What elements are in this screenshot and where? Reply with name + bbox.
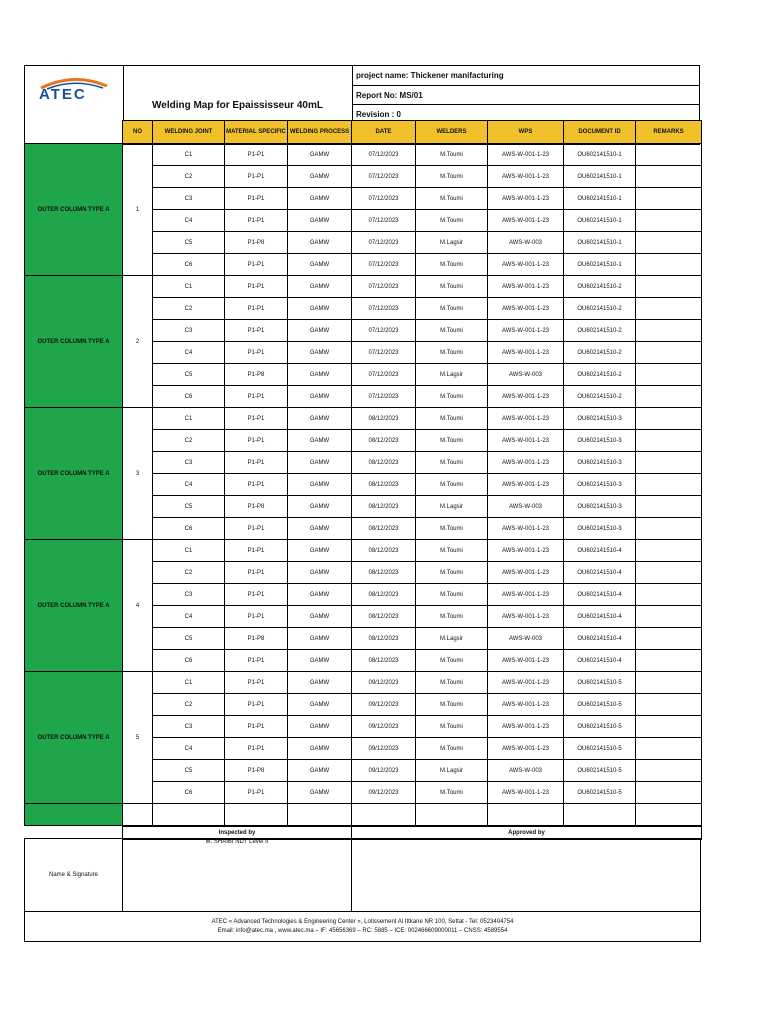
cell-document-id: OU602141510-5 xyxy=(564,760,636,782)
cell-remarks xyxy=(636,452,702,474)
cell-document-id: OU602141510-1 xyxy=(564,166,636,188)
empty-cell xyxy=(636,804,702,826)
cell-remarks xyxy=(636,650,702,672)
cell-welder: M.Toumi xyxy=(416,672,488,694)
cell-document-id: OU602141510-4 xyxy=(564,540,636,562)
cell-date: 08/12/2023 xyxy=(352,650,416,672)
cell-date: 09/12/2023 xyxy=(352,782,416,804)
empty-row xyxy=(25,804,702,826)
revision: Revision : 0 xyxy=(352,105,699,124)
cell-wps: AWS-W-001-1-23 xyxy=(488,562,564,584)
cell-welding-process: GAMW xyxy=(288,144,352,166)
cell-document-id: OU602141510-1 xyxy=(564,188,636,210)
cell-material-specific: P1-P1 xyxy=(225,716,288,738)
cell-remarks xyxy=(636,188,702,210)
cell-material-specific: P1-P1 xyxy=(225,254,288,276)
cell-remarks xyxy=(636,562,702,584)
cell-material-specific: P1-P8 xyxy=(225,628,288,650)
empty-cell xyxy=(488,804,564,826)
empty-cell xyxy=(416,804,488,826)
cell-date: 08/12/2023 xyxy=(352,540,416,562)
cell-date: 08/12/2023 xyxy=(352,606,416,628)
cell-remarks xyxy=(636,210,702,232)
empty-cell xyxy=(288,804,352,826)
cell-welder: M.Toumi xyxy=(416,386,488,408)
cell-material-specific: P1-P1 xyxy=(225,320,288,342)
cell-wps: AWS-W-001-1-23 xyxy=(488,584,564,606)
document-title: Welding Map for Epaississeur 40mL xyxy=(123,66,353,144)
cell-wps: AWS-W-001-1-23 xyxy=(488,452,564,474)
cell-document-id: OU602141510-5 xyxy=(564,738,636,760)
cell-welder: M.Lagsir xyxy=(416,760,488,782)
cell-welding-joint: C1 xyxy=(153,144,225,166)
cell-remarks xyxy=(636,166,702,188)
cell-material-specific: P1-P1 xyxy=(225,672,288,694)
cell-document-id: OU602141510-3 xyxy=(564,518,636,540)
cell-welding-process: GAMW xyxy=(288,518,352,540)
cell-welding-process: GAMW xyxy=(288,210,352,232)
cell-welding-process: GAMW xyxy=(288,452,352,474)
cell-document-id: OU602141510-3 xyxy=(564,452,636,474)
cell-welding-process: GAMW xyxy=(288,584,352,606)
empty-cell xyxy=(153,804,225,826)
cell-welding-process: GAMW xyxy=(288,254,352,276)
cell-welding-joint: C3 xyxy=(153,320,225,342)
cell-welding-joint: C4 xyxy=(153,606,225,628)
cell-welder: M.Toumi xyxy=(416,166,488,188)
cell-wps: AWS-W-001-1-23 xyxy=(488,672,564,694)
group-number: 2 xyxy=(123,276,153,408)
empty-cell xyxy=(352,804,416,826)
cell-wps: AWS-W-003 xyxy=(488,760,564,782)
cell-welding-joint: C4 xyxy=(153,342,225,364)
cell-document-id: OU602141510-2 xyxy=(564,276,636,298)
cell-welding-joint: C5 xyxy=(153,496,225,518)
cell-welding-process: GAMW xyxy=(288,408,352,430)
cell-date: 08/12/2023 xyxy=(352,496,416,518)
cell-material-specific: P1-P8 xyxy=(225,364,288,386)
cell-remarks xyxy=(636,716,702,738)
cell-wps: AWS-W-001-1-23 xyxy=(488,540,564,562)
cell-welding-process: GAMW xyxy=(288,364,352,386)
cell-material-specific: P1-P1 xyxy=(225,452,288,474)
cell-remarks xyxy=(636,276,702,298)
cell-date: 08/12/2023 xyxy=(352,628,416,650)
cell-wps: AWS-W-003 xyxy=(488,628,564,650)
cell-date: 09/12/2023 xyxy=(352,694,416,716)
cell-document-id: OU602141510-5 xyxy=(564,716,636,738)
cell-material-specific: P1-P1 xyxy=(225,738,288,760)
cell-date: 09/12/2023 xyxy=(352,738,416,760)
cell-welder: M.Toumi xyxy=(416,782,488,804)
cell-material-specific: P1-P1 xyxy=(225,166,288,188)
cell-document-id: OU602141510-1 xyxy=(564,254,636,276)
cell-wps: AWS-W-001-1-23 xyxy=(488,606,564,628)
cell-welder: M.Toumi xyxy=(416,474,488,496)
cell-welding-process: GAMW xyxy=(288,782,352,804)
cell-welder: M.Toumi xyxy=(416,320,488,342)
cell-wps: AWS-W-001-1-23 xyxy=(488,210,564,232)
table-row xyxy=(25,144,702,166)
footer-contact: Email: info@atec.ma , www.atec.ma – IF: 45656369 – RC: 5885 – ICE: 002466609000011 – CNSS: 4589554 xyxy=(217,927,508,934)
group-label: OUTER COLUMN TYPE A xyxy=(25,144,123,276)
cell-remarks xyxy=(636,474,702,496)
cell-welding-process: GAMW xyxy=(288,606,352,628)
cell-welder: M.Toumi xyxy=(416,408,488,430)
cell-welding-joint: C6 xyxy=(153,386,225,408)
table-row xyxy=(25,672,702,694)
cell-welding-joint: C2 xyxy=(153,298,225,320)
group-number: 1 xyxy=(123,144,153,276)
cell-welding-joint: C6 xyxy=(153,650,225,672)
empty-cell xyxy=(123,804,153,826)
cell-welder: M.Toumi xyxy=(416,188,488,210)
cell-wps: AWS-W-001-1-23 xyxy=(488,320,564,342)
project-name: project name: Thickener manifacturing xyxy=(352,66,699,86)
cell-welding-process: GAMW xyxy=(288,716,352,738)
cell-material-specific: P1-P1 xyxy=(225,584,288,606)
table-row xyxy=(25,408,702,430)
cell-welding-process: GAMW xyxy=(288,474,352,496)
cell-welding-joint: C2 xyxy=(153,694,225,716)
cell-document-id: OU602141510-4 xyxy=(564,628,636,650)
col-document-id: DOCUMENT ID xyxy=(564,121,636,144)
cell-remarks xyxy=(636,364,702,386)
cell-date: 09/12/2023 xyxy=(352,760,416,782)
cell-material-specific: P1-P1 xyxy=(225,562,288,584)
group-label: OUTER COLUMN TYPE A xyxy=(25,276,123,408)
cell-date: 08/12/2023 xyxy=(352,408,416,430)
empty-cell xyxy=(25,804,123,826)
col-material-specific: MATERIAL SPECIFIC xyxy=(225,121,288,144)
cell-welding-process: GAMW xyxy=(288,628,352,650)
cell-document-id: OU602141510-1 xyxy=(564,144,636,166)
cell-remarks xyxy=(636,430,702,452)
cell-remarks xyxy=(636,606,702,628)
cell-welding-process: GAMW xyxy=(288,496,352,518)
col-date: DATE xyxy=(352,121,416,144)
logo-text: ATEC xyxy=(39,86,87,103)
cell-welding-process: GAMW xyxy=(288,276,352,298)
cell-date: 09/12/2023 xyxy=(352,672,416,694)
cell-welder: M.Toumi xyxy=(416,254,488,276)
cell-welding-process: GAMW xyxy=(288,166,352,188)
cell-welding-joint: C1 xyxy=(153,408,225,430)
cell-wps: AWS-W-001-1-23 xyxy=(488,408,564,430)
cell-welder: M.Toumi xyxy=(416,342,488,364)
cell-welder: M.Toumi xyxy=(416,562,488,584)
cell-remarks xyxy=(636,232,702,254)
cell-wps: AWS-W-001-1-23 xyxy=(488,474,564,496)
cell-date: 09/12/2023 xyxy=(352,716,416,738)
cell-wps: AWS-W-001-1-23 xyxy=(488,694,564,716)
cell-remarks xyxy=(636,144,702,166)
cell-welding-process: GAMW xyxy=(288,342,352,364)
cell-welding-process: GAMW xyxy=(288,320,352,342)
group-number: 3 xyxy=(123,408,153,540)
cell-welding-joint: C5 xyxy=(153,760,225,782)
cell-date: 07/12/2023 xyxy=(352,166,416,188)
cell-welder: M.Toumi xyxy=(416,144,488,166)
cell-date: 07/12/2023 xyxy=(352,254,416,276)
cell-wps: AWS-W-003 xyxy=(488,496,564,518)
cell-wps: AWS-W-001-1-23 xyxy=(488,342,564,364)
cell-welding-process: GAMW xyxy=(288,562,352,584)
cell-wps: AWS-W-003 xyxy=(488,232,564,254)
cell-welding-joint: C4 xyxy=(153,474,225,496)
cell-date: 07/12/2023 xyxy=(352,276,416,298)
cell-wps: AWS-W-001-1-23 xyxy=(488,276,564,298)
cell-remarks xyxy=(636,672,702,694)
col-welders: WELDERS xyxy=(416,121,488,144)
table-header-row xyxy=(25,121,702,144)
group-label: OUTER COLUMN TYPE A xyxy=(25,540,123,672)
cell-welding-process: GAMW xyxy=(288,694,352,716)
cell-welding-process: GAMW xyxy=(288,430,352,452)
group-label: OUTER COLUMN TYPE A xyxy=(25,408,123,540)
cell-welding-process: GAMW xyxy=(288,232,352,254)
cell-welding-joint: C6 xyxy=(153,254,225,276)
cell-material-specific: P1-P8 xyxy=(225,760,288,782)
cell-material-specific: P1-P1 xyxy=(225,474,288,496)
cell-date: 07/12/2023 xyxy=(352,386,416,408)
cell-date: 07/12/2023 xyxy=(352,320,416,342)
cell-welding-joint: C1 xyxy=(153,672,225,694)
cell-document-id: OU602141510-3 xyxy=(564,408,636,430)
inspected-by-label: Inspected by xyxy=(123,827,352,840)
cell-date: 08/12/2023 xyxy=(352,562,416,584)
empty-cell xyxy=(225,804,288,826)
cell-document-id: OU602141510-3 xyxy=(564,430,636,452)
cell-document-id: OU602141510-3 xyxy=(564,496,636,518)
cell-welding-process: GAMW xyxy=(288,760,352,782)
cell-remarks xyxy=(636,518,702,540)
cell-welder: M.Toumi xyxy=(416,540,488,562)
cell-document-id: OU602141510-4 xyxy=(564,584,636,606)
cell-material-specific: P1-P1 xyxy=(225,144,288,166)
cell-welder: M.Toumi xyxy=(416,650,488,672)
cell-welder: M.Toumi xyxy=(416,430,488,452)
cell-welder: M.Toumi xyxy=(416,276,488,298)
cell-material-specific: P1-P8 xyxy=(225,232,288,254)
cell-document-id: OU602141510-2 xyxy=(564,342,636,364)
cell-date: 08/12/2023 xyxy=(352,518,416,540)
cell-wps: AWS-W-003 xyxy=(488,364,564,386)
cell-wps: AWS-W-001-1-23 xyxy=(488,650,564,672)
cell-welding-joint: C1 xyxy=(153,540,225,562)
cell-welding-joint: C2 xyxy=(153,562,225,584)
cell-wps: AWS-W-001-1-23 xyxy=(488,716,564,738)
cell-document-id: OU602141510-2 xyxy=(564,364,636,386)
group-number: 4 xyxy=(123,540,153,672)
group-label: OUTER COLUMN TYPE A xyxy=(25,672,123,804)
cell-date: 08/12/2023 xyxy=(352,584,416,606)
cell-welding-joint: C3 xyxy=(153,188,225,210)
report-number: Report No: MS/01 xyxy=(352,86,699,105)
cell-welding-joint: C5 xyxy=(153,628,225,650)
cell-wps: AWS-W-001-1-23 xyxy=(488,782,564,804)
cell-wps: AWS-W-001-1-23 xyxy=(488,518,564,540)
cell-remarks xyxy=(636,760,702,782)
cell-remarks xyxy=(636,342,702,364)
cell-welding-joint: C2 xyxy=(153,166,225,188)
cell-material-specific: P1-P1 xyxy=(225,210,288,232)
approved-by-label: Approved by xyxy=(352,827,702,840)
name-signature-label: Name & Signature xyxy=(24,838,123,912)
cell-welder: M.Lagsir xyxy=(416,628,488,650)
cell-document-id: OU602141510-5 xyxy=(564,782,636,804)
cell-welder: M.Toumi xyxy=(416,518,488,540)
col-welding-joint: WELDING JOINT xyxy=(153,121,225,144)
cell-date: 07/12/2023 xyxy=(352,342,416,364)
cell-date: 08/12/2023 xyxy=(352,474,416,496)
cell-remarks xyxy=(636,694,702,716)
col-no: NO xyxy=(123,121,153,144)
cell-remarks xyxy=(636,298,702,320)
cell-material-specific: P1-P1 xyxy=(225,782,288,804)
cell-material-specific: P1-P1 xyxy=(225,408,288,430)
header-spacer xyxy=(25,121,123,144)
cell-document-id: OU602141510-2 xyxy=(564,386,636,408)
cell-welding-joint: C2 xyxy=(153,430,225,452)
cell-material-specific: P1-P1 xyxy=(225,540,288,562)
cell-date: 08/12/2023 xyxy=(352,430,416,452)
cell-welder: M.Toumi xyxy=(416,606,488,628)
cell-welding-joint: C3 xyxy=(153,716,225,738)
cell-welder: M.Lagsir xyxy=(416,496,488,518)
col-remarks: REMARKS xyxy=(636,121,702,144)
cell-document-id: OU602141510-4 xyxy=(564,606,636,628)
cell-welder: M.Lagsir xyxy=(416,232,488,254)
cell-material-specific: P1-P1 xyxy=(225,694,288,716)
cell-welding-process: GAMW xyxy=(288,188,352,210)
footer xyxy=(24,911,701,942)
group-number: 5 xyxy=(123,672,153,804)
col-welding-process: WELDING PROCESS xyxy=(288,121,352,144)
cell-document-id: OU602141510-4 xyxy=(564,650,636,672)
cell-wps: AWS-W-001-1-23 xyxy=(488,386,564,408)
cell-welding-joint: C1 xyxy=(153,276,225,298)
cell-material-specific: P1-P1 xyxy=(225,188,288,210)
cell-material-specific: P1-P1 xyxy=(225,276,288,298)
cell-material-specific: P1-P1 xyxy=(225,342,288,364)
cell-wps: AWS-W-001-1-23 xyxy=(488,430,564,452)
col-wps: WPS xyxy=(488,121,564,144)
cell-document-id: OU602141510-3 xyxy=(564,474,636,496)
cell-wps: AWS-W-001-1-23 xyxy=(488,144,564,166)
cell-welder: M.Toumi xyxy=(416,716,488,738)
inspector-box xyxy=(122,838,352,912)
cell-welder: M.Toumi xyxy=(416,452,488,474)
cell-remarks xyxy=(636,386,702,408)
cell-welding-joint: C6 xyxy=(153,518,225,540)
cell-date: 07/12/2023 xyxy=(352,364,416,386)
cell-material-specific: P1-P1 xyxy=(225,650,288,672)
cell-welder: M.Toumi xyxy=(416,694,488,716)
cell-welder: M.Toumi xyxy=(416,738,488,760)
cell-remarks xyxy=(636,628,702,650)
cell-remarks xyxy=(636,584,702,606)
cell-wps: AWS-W-001-1-23 xyxy=(488,298,564,320)
cell-welding-joint: C4 xyxy=(153,738,225,760)
cell-document-id: OU602141510-1 xyxy=(564,232,636,254)
cell-wps: AWS-W-001-1-23 xyxy=(488,166,564,188)
cell-material-specific: P1-P8 xyxy=(225,496,288,518)
cell-welding-process: GAMW xyxy=(288,386,352,408)
cell-welder: M.Toumi xyxy=(416,210,488,232)
cell-welding-joint: C3 xyxy=(153,452,225,474)
cell-remarks xyxy=(636,782,702,804)
cell-document-id: OU602141510-5 xyxy=(564,672,636,694)
cell-material-specific: P1-P1 xyxy=(225,298,288,320)
cell-remarks xyxy=(636,738,702,760)
cell-remarks xyxy=(636,254,702,276)
empty-cell xyxy=(564,804,636,826)
cell-date: 07/12/2023 xyxy=(352,232,416,254)
cell-welding-joint: C5 xyxy=(153,364,225,386)
table-row xyxy=(25,540,702,562)
footer-address: ATEC « Advanced Technologies & Engineering Center », Lotissement Al Ittkane NR 100, Settat - Tel: 0523404754 xyxy=(211,918,514,925)
cell-remarks xyxy=(636,496,702,518)
cell-wps: AWS-W-001-1-23 xyxy=(488,738,564,760)
cell-date: 07/12/2023 xyxy=(352,298,416,320)
cell-document-id: OU602141510-5 xyxy=(564,694,636,716)
cell-date: 07/12/2023 xyxy=(352,144,416,166)
cell-welding-process: GAMW xyxy=(288,298,352,320)
cell-material-specific: P1-P1 xyxy=(225,386,288,408)
cell-welding-joint: C6 xyxy=(153,782,225,804)
cell-document-id: OU602141510-2 xyxy=(564,298,636,320)
cell-welder: M.Toumi xyxy=(416,584,488,606)
cell-wps: AWS-W-001-1-23 xyxy=(488,188,564,210)
cell-welding-process: GAMW xyxy=(288,540,352,562)
table-row xyxy=(25,276,702,298)
cell-welding-process: GAMW xyxy=(288,738,352,760)
cell-remarks xyxy=(636,320,702,342)
cell-welding-joint: C5 xyxy=(153,232,225,254)
cell-date: 07/12/2023 xyxy=(352,210,416,232)
cell-welding-process: GAMW xyxy=(288,672,352,694)
cell-welder: M.Lagsir xyxy=(416,364,488,386)
cell-document-id: OU602141510-1 xyxy=(564,210,636,232)
cell-material-specific: P1-P1 xyxy=(225,518,288,540)
inspector-name: M. SHAIBI NDT Level II xyxy=(205,839,269,845)
cell-date: 07/12/2023 xyxy=(352,188,416,210)
welding-map-table xyxy=(24,120,702,826)
cell-document-id: OU602141510-4 xyxy=(564,562,636,584)
cell-remarks xyxy=(636,408,702,430)
cell-material-specific: P1-P1 xyxy=(225,430,288,452)
cell-material-specific: P1-P1 xyxy=(225,606,288,628)
cell-welding-process: GAMW xyxy=(288,650,352,672)
approver-box xyxy=(351,838,701,912)
cell-welding-joint: C3 xyxy=(153,584,225,606)
cell-welder: M.Toumi xyxy=(416,298,488,320)
cell-welding-joint: C4 xyxy=(153,210,225,232)
cell-date: 08/12/2023 xyxy=(352,452,416,474)
cell-document-id: OU602141510-2 xyxy=(564,320,636,342)
cell-wps: AWS-W-001-1-23 xyxy=(488,254,564,276)
cell-remarks xyxy=(636,540,702,562)
